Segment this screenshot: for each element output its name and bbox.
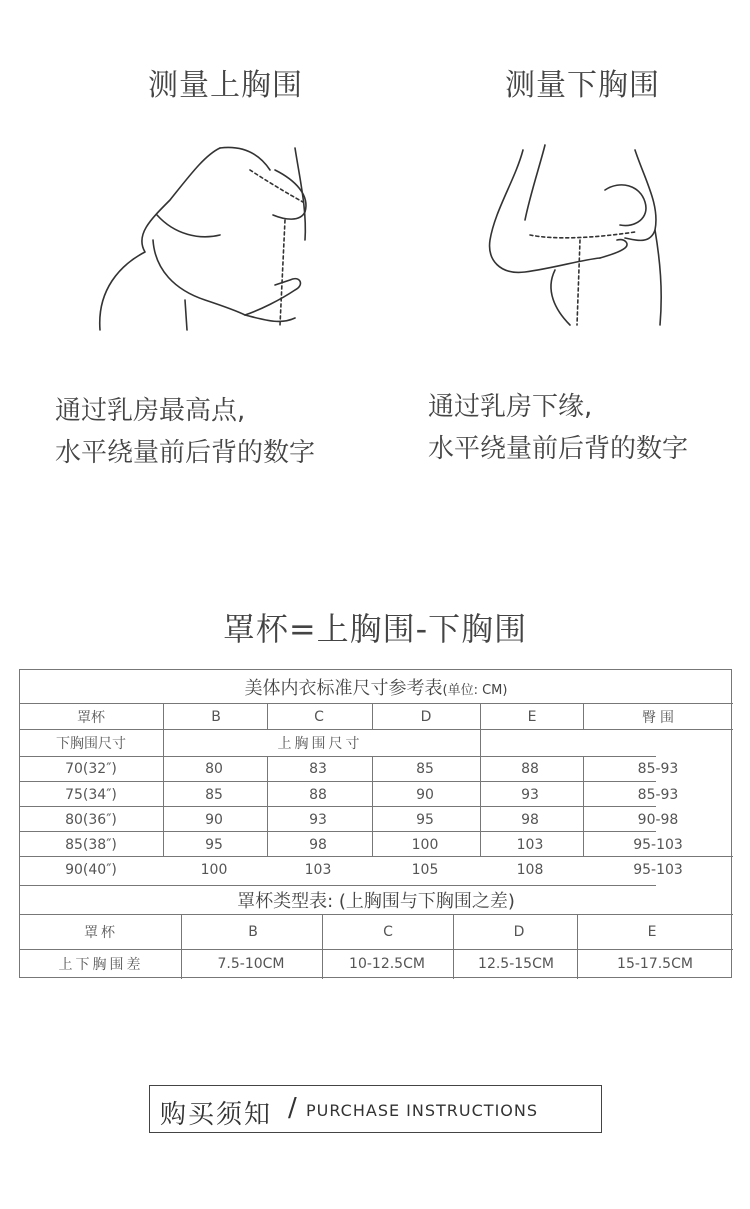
col-header-cup: 罩杯 bbox=[77, 710, 105, 726]
cup-table-title: 罩杯类型表: (上胸围与下胸围之差) bbox=[237, 891, 515, 912]
table-rule bbox=[322, 914, 323, 979]
table-cell: 75(34″) bbox=[65, 787, 117, 803]
cup-header-d: D bbox=[513, 924, 525, 940]
cup-header-label: 罩杯 bbox=[84, 925, 118, 941]
table-cell: 85-93 bbox=[637, 761, 679, 777]
table-rule bbox=[20, 856, 733, 857]
table-cell: 103 bbox=[516, 837, 544, 853]
table-rule bbox=[20, 806, 656, 807]
table-cell: 100 bbox=[411, 837, 439, 853]
table-rule bbox=[20, 781, 656, 782]
lower-desc-line-1: 通过乳房下缘, bbox=[428, 392, 593, 422]
table-cell: 90 bbox=[205, 812, 223, 828]
table-rule bbox=[20, 703, 733, 704]
table-rule bbox=[453, 914, 454, 979]
table-rule bbox=[480, 703, 481, 856]
table-cell: 95-103 bbox=[633, 837, 683, 853]
cup-header-e: E bbox=[647, 924, 657, 940]
table-cell: 108 bbox=[516, 862, 544, 878]
table-cell: 90 bbox=[416, 787, 434, 803]
table-rule bbox=[20, 949, 733, 950]
table-rule bbox=[20, 831, 656, 832]
table-cell: 103 bbox=[304, 862, 332, 878]
table-cell: 90-98 bbox=[637, 812, 679, 828]
cup-header-c: C bbox=[383, 924, 393, 940]
table-cell: 95-103 bbox=[633, 862, 683, 878]
col-header-e: E bbox=[527, 709, 537, 725]
table-rule bbox=[20, 914, 733, 915]
cup-diff-e: 15-17.5CM bbox=[617, 956, 693, 972]
notice-divider: / bbox=[288, 1093, 297, 1123]
col-header-b: B bbox=[211, 709, 221, 725]
table-rule bbox=[372, 756, 373, 856]
col-header-d: D bbox=[420, 709, 432, 725]
size-reference-table bbox=[19, 669, 732, 978]
table-rule bbox=[267, 703, 268, 729]
upper-bust-illustration bbox=[95, 140, 315, 335]
table-cell: 85 bbox=[416, 761, 434, 777]
table-cell: 93 bbox=[309, 812, 327, 828]
table-rule bbox=[20, 729, 733, 730]
table-cell: 98 bbox=[309, 837, 327, 853]
col-header-hip: 臀围 bbox=[642, 710, 678, 726]
table-cell: 98 bbox=[521, 812, 539, 828]
table-cell: 93 bbox=[521, 787, 539, 803]
table-rule bbox=[20, 885, 656, 886]
size-table-title-text: 美体内衣标准尺寸参考表 bbox=[244, 678, 443, 699]
upper-bust-title: 测量上胸围 bbox=[148, 68, 303, 103]
table-rule bbox=[583, 703, 584, 729]
table-cell: 95 bbox=[205, 837, 223, 853]
lower-bust-description bbox=[428, 386, 688, 470]
sub-header-overbust: 上胸围尺寸 bbox=[277, 736, 363, 752]
table-cell: 95 bbox=[416, 812, 434, 828]
table-rule bbox=[163, 703, 164, 856]
upper-desc-line-2: 水平绕量前后背的数字 bbox=[55, 438, 316, 468]
table-cell: 90(40″) bbox=[65, 862, 117, 878]
size-table-title bbox=[245, 674, 508, 700]
table-cell: 105 bbox=[411, 862, 439, 878]
table-cell: 100 bbox=[200, 862, 228, 878]
cup-header-b: B bbox=[248, 924, 258, 940]
table-cell: 80 bbox=[205, 761, 223, 777]
cup-row-label: 上下胸围差 bbox=[58, 957, 144, 973]
table-rule bbox=[181, 914, 182, 979]
notice-title-zh: 购买须知 bbox=[160, 1100, 273, 1130]
table-rule bbox=[20, 756, 656, 757]
table-rule bbox=[267, 756, 268, 856]
table-cell: 88 bbox=[309, 787, 327, 803]
notice-title-en: PURCHASE INSTRUCTIONS bbox=[306, 1101, 539, 1120]
table-cell: 80(36″) bbox=[65, 812, 117, 828]
table-cell: 85-93 bbox=[637, 787, 679, 803]
lower-bust-illustration bbox=[485, 140, 675, 330]
col-header-c: C bbox=[314, 709, 324, 725]
lower-bust-title: 测量下胸围 bbox=[505, 68, 660, 103]
table-cell: 85(38″) bbox=[65, 837, 117, 853]
cup-diff-c: 10-12.5CM bbox=[349, 956, 425, 972]
sub-header-underbust: 下胸围尺寸 bbox=[56, 736, 126, 752]
table-cell: 88 bbox=[521, 761, 539, 777]
size-table-unit: (单位: CM) bbox=[442, 683, 508, 698]
table-cell: 83 bbox=[309, 761, 327, 777]
purchase-instructions-header bbox=[149, 1085, 602, 1133]
lower-desc-line-2: 水平绕量前后背的数字 bbox=[428, 434, 689, 464]
table-rule bbox=[583, 756, 584, 856]
table-rule bbox=[372, 703, 373, 729]
upper-bust-description bbox=[55, 390, 315, 474]
table-rule bbox=[577, 914, 578, 979]
upper-desc-line-1: 通过乳房最高点, bbox=[55, 396, 246, 426]
cup-formula: 罩杯=上胸围-下胸围 bbox=[222, 610, 528, 648]
table-cell: 85 bbox=[205, 787, 223, 803]
table-cell: 70(32″) bbox=[65, 761, 117, 777]
cup-diff-d: 12.5-15CM bbox=[478, 956, 554, 972]
cup-diff-b: 7.5-10CM bbox=[217, 956, 285, 972]
